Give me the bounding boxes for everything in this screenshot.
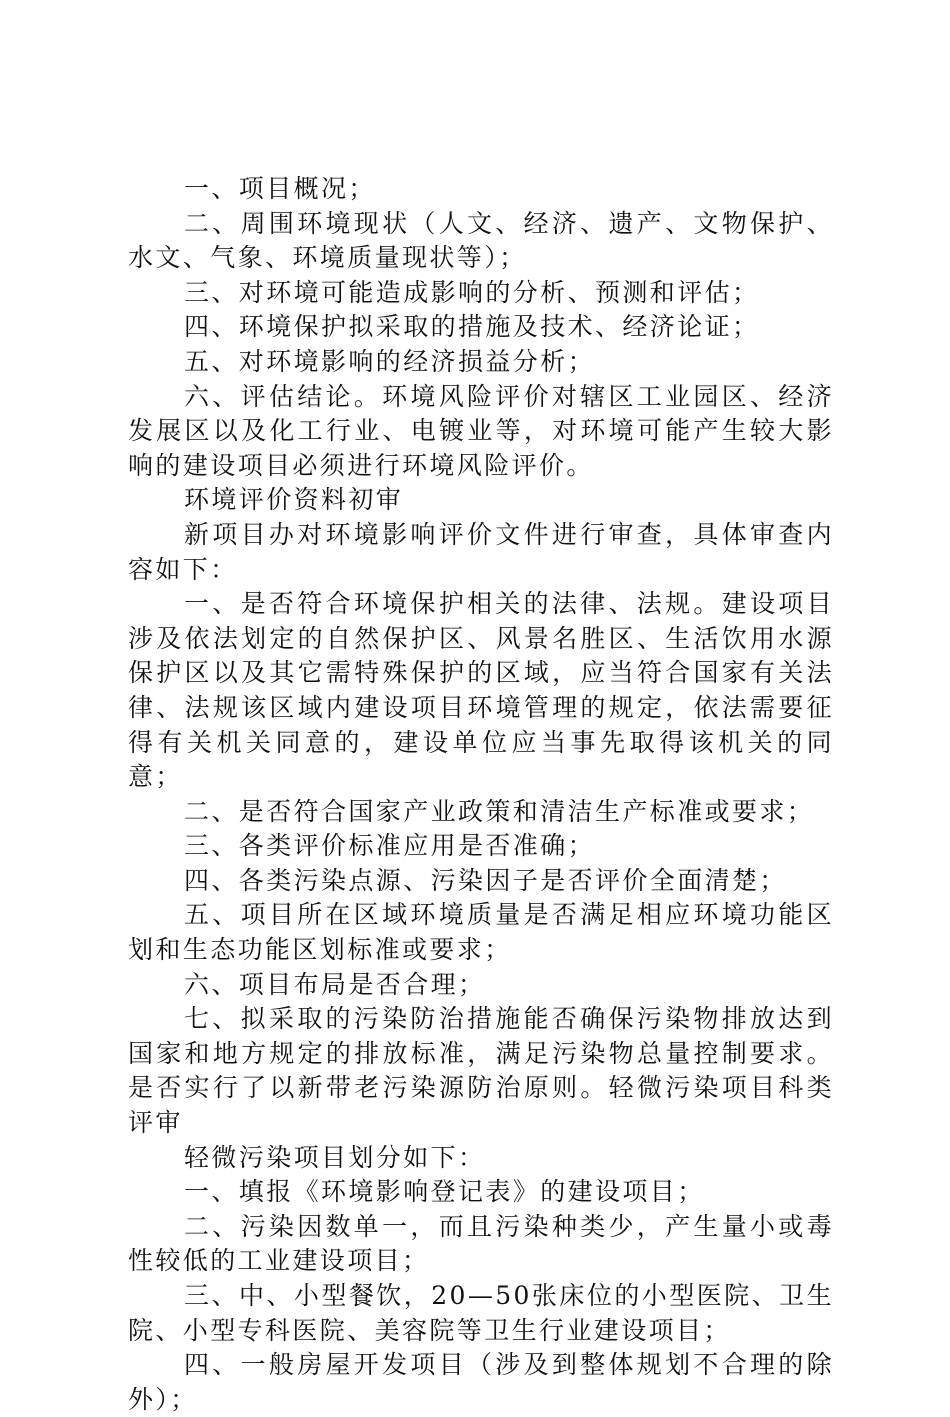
paragraph: 六、评估结论。环境风险评价对辖区工业园区、经济发展区以及化工行业、电镀业等，对环境可能产生较大影响的建设项目必须进行环境风险评价。	[128, 381, 834, 480]
paragraph: 四、环境保护拟采取的措施及技术、经济论证；	[184, 312, 760, 342]
paragraph: 轻微污染项目划分如下：	[184, 1142, 486, 1172]
paragraph: 二、污染因数单一，而且污染种类少，产生量小或毒性较低的工业建设项目；	[128, 1211, 834, 1276]
paragraph: 一、项目概况；	[184, 174, 376, 203]
paragraph: 三、对环境可能造成影响的分析、预测和评估；	[184, 277, 760, 307]
section-heading: 环境评价资料初审	[184, 485, 404, 515]
paragraph: 七、拟采取的污染防治措施能否确保污染物排放达到国家和地方规定的排放标准，满足污染物总量控制要求。是否实行了以新带老污染源防治原则。轻微污染项目科类评审	[128, 1004, 834, 1138]
paragraph: 一、是否符合环境保护相关的法律、法规。建设项目涉及依法划定的自然保护区、风景名胜区、生活饮用水源保护区以及其它需特殊保护的区域，应当符合国家有关法律、法规该区域内建设项目环境管理的规定，依法需要征得有关机关同意的，建设单位应当事先取得该机关的同意；	[128, 589, 834, 792]
paragraph: 一、填报《环境影响登记表》的建设项目；	[184, 1177, 705, 1207]
document-body	[128, 172, 834, 1417]
paragraph: 五、对环境影响的经济损益分析；	[184, 346, 596, 376]
paragraph: 三、各类评价标准应用是否准确；	[184, 831, 596, 861]
paragraph: 二、是否符合国家产业政策和清洁生产标准或要求；	[184, 796, 815, 826]
paragraph: 六、项目布局是否合理；	[184, 969, 486, 999]
paragraph: 三、中、小型餐饮，20—50张床位的小型医院、卫生院、小型专科医院、美容院等卫生行业建设项目；	[128, 1281, 834, 1345]
paragraph: 二、周围环境现状（人文、经济、遗产、文物保护、水文、气象、环境质量现状等）；	[128, 208, 834, 273]
paragraph: 新项目办对环境影响评价文件进行审查，具体审查内容如下：	[128, 519, 834, 584]
paragraph: 四、各类污染点源、污染因子是否评价全面清楚；	[184, 865, 787, 895]
paragraph: 五、项目所在区域环境质量是否满足相应环境功能区划和生态功能区划标准或要求；	[128, 900, 834, 965]
paragraph: 四、一般房屋开发项目（涉及到整体规划不合理的除外）；	[128, 1350, 834, 1414]
